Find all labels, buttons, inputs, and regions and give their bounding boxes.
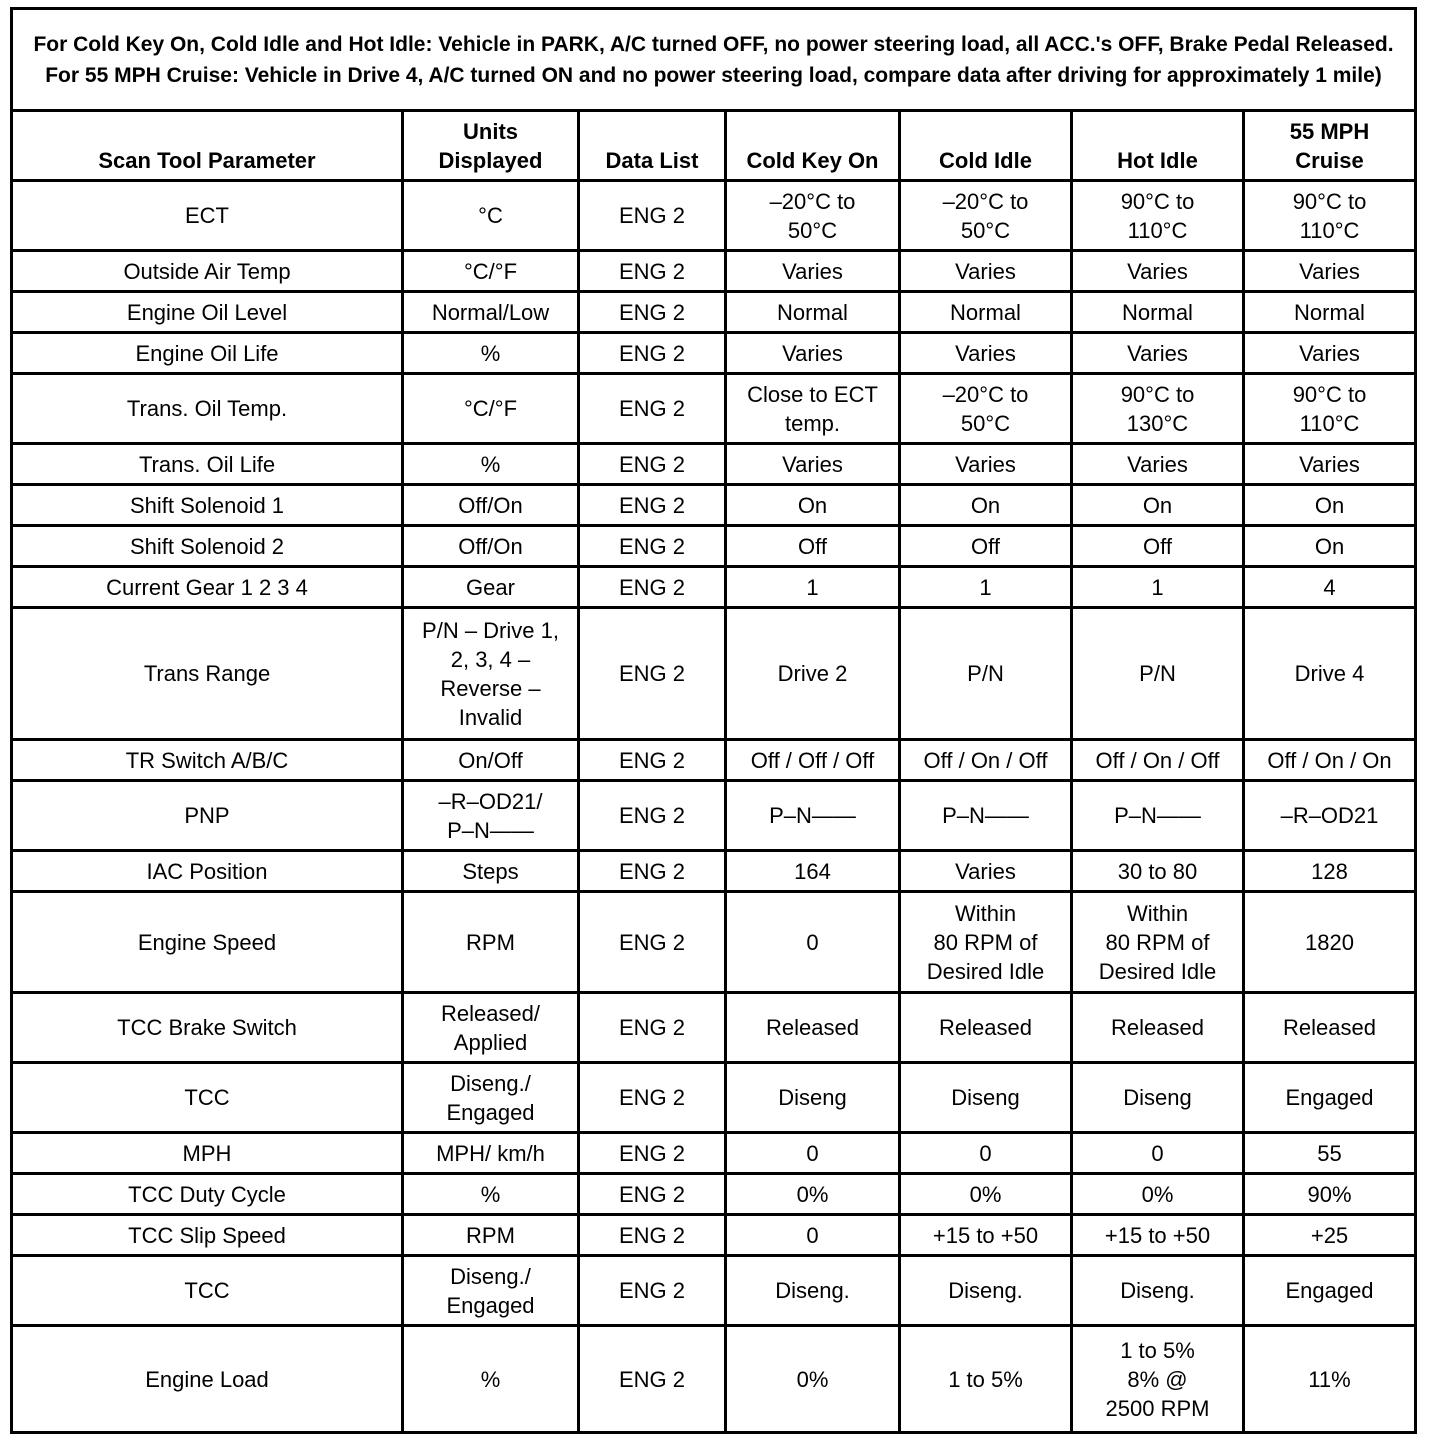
cruise-cell: 55 <box>1244 1133 1416 1174</box>
data-list-cell: ENG 2 <box>579 1256 726 1326</box>
hot-idle-cell: Diseng <box>1072 1063 1244 1133</box>
units-cell: % <box>403 333 579 374</box>
data-list-cell: ENG 2 <box>579 333 726 374</box>
cold-idle-cell: 1 <box>900 567 1072 608</box>
data-list-cell: ENG 2 <box>579 608 726 740</box>
cold-key-on-cell: Diseng <box>726 1063 900 1133</box>
parameter-cell: Outside Air Temp <box>12 251 403 292</box>
header-row <box>12 111 1416 181</box>
parameter-cell: Engine Speed <box>12 892 403 993</box>
hot-idle-cell: 90°C to 130°C <box>1072 374 1244 444</box>
cruise-cell: Engaged <box>1244 1063 1416 1133</box>
cruise-cell: +25 <box>1244 1215 1416 1256</box>
units-cell: Off/On <box>403 485 579 526</box>
hot-idle-cell: Varies <box>1072 444 1244 485</box>
parameter-cell: Trans. Oil Temp. <box>12 374 403 444</box>
hot-idle-cell: P/N <box>1072 608 1244 740</box>
cold-key-on-cell: Normal <box>726 292 900 333</box>
units-cell: Normal/Low <box>403 292 579 333</box>
cruise-cell: On <box>1244 485 1416 526</box>
units-cell: °C/°F <box>403 374 579 444</box>
header-hot-idle: Hot Idle <box>1072 111 1244 181</box>
parameter-cell: ECT <box>12 181 403 251</box>
units-cell: Released/ Applied <box>403 993 579 1063</box>
data-list-cell: ENG 2 <box>579 781 726 851</box>
parameter-cell: Trans Range <box>12 608 403 740</box>
cold-idle-cell: Diseng. <box>900 1256 1072 1326</box>
parameter-cell: MPH <box>12 1133 403 1174</box>
cruise-cell: Varies <box>1244 251 1416 292</box>
cold-key-on-cell: Off <box>726 526 900 567</box>
notes-row <box>12 9 1416 111</box>
units-cell: On/Off <box>403 740 579 781</box>
data-list-cell: ENG 2 <box>579 181 726 251</box>
hot-idle-cell: Off <box>1072 526 1244 567</box>
cold-key-on-cell: 0 <box>726 892 900 993</box>
table-row <box>12 485 1416 526</box>
cold-idle-cell: Off <box>900 526 1072 567</box>
cold-idle-cell: On <box>900 485 1072 526</box>
hot-idle-cell: 0% <box>1072 1174 1244 1215</box>
table-row <box>12 181 1416 251</box>
hot-idle-cell: 0 <box>1072 1133 1244 1174</box>
cold-idle-cell: 0 <box>900 1133 1072 1174</box>
cruise-cell: Released <box>1244 993 1416 1063</box>
parameter-cell: Engine Oil Level <box>12 292 403 333</box>
test-conditions-note: For Cold Key On, Cold Idle and Hot Idle: Vehicle in PARK, A/C turned OFF, no power steering load, all ACC.'s OFF, Brake Pedal Released. For 55 MPH Cruise: Vehicle in Drive 4, A/C turned ON and no power steering load, compare data after driving for approximately 1 mile) <box>12 9 1416 111</box>
data-list-cell: ENG 2 <box>579 1326 726 1433</box>
cold-idle-cell: Varies <box>900 333 1072 374</box>
cold-key-on-cell: 164 <box>726 851 900 892</box>
table-row <box>12 1256 1416 1326</box>
hot-idle-cell: P–N—— <box>1072 781 1244 851</box>
cold-idle-cell: P/N <box>900 608 1072 740</box>
data-list-cell: ENG 2 <box>579 851 726 892</box>
parameter-cell: IAC Position <box>12 851 403 892</box>
cold-idle-cell: Diseng <box>900 1063 1072 1133</box>
table-row <box>12 851 1416 892</box>
units-cell: % <box>403 1174 579 1215</box>
cruise-cell: 4 <box>1244 567 1416 608</box>
cold-key-on-cell: 1 <box>726 567 900 608</box>
scan-tool-data-table <box>10 7 1417 1434</box>
table-row <box>12 526 1416 567</box>
hot-idle-cell: 1 <box>1072 567 1244 608</box>
data-list-cell: ENG 2 <box>579 526 726 567</box>
data-list-cell: ENG 2 <box>579 374 726 444</box>
cold-idle-cell: 1 to 5% <box>900 1326 1072 1433</box>
parameter-cell: Trans. Oil Life <box>12 444 403 485</box>
cruise-cell: 11% <box>1244 1326 1416 1433</box>
table-row <box>12 333 1416 374</box>
cruise-cell: Varies <box>1244 333 1416 374</box>
cruise-cell: 90°C to 110°C <box>1244 374 1416 444</box>
cold-idle-cell: Released <box>900 993 1072 1063</box>
table-row <box>12 567 1416 608</box>
cruise-cell: 90% <box>1244 1174 1416 1215</box>
table-row <box>12 1215 1416 1256</box>
parameter-cell: Engine Oil Life <box>12 333 403 374</box>
data-list-cell: ENG 2 <box>579 993 726 1063</box>
parameter-cell: PNP <box>12 781 403 851</box>
parameter-cell: TCC <box>12 1063 403 1133</box>
table-row <box>12 1133 1416 1174</box>
units-cell: % <box>403 1326 579 1433</box>
cold-key-on-cell: 0% <box>726 1174 900 1215</box>
cold-idle-cell: +15 to +50 <box>900 1215 1072 1256</box>
data-list-cell: ENG 2 <box>579 444 726 485</box>
data-list-cell: ENG 2 <box>579 1215 726 1256</box>
cold-key-on-cell: 0% <box>726 1326 900 1433</box>
units-cell: Off/On <box>403 526 579 567</box>
parameter-cell: TCC Duty Cycle <box>12 1174 403 1215</box>
table-row <box>12 292 1416 333</box>
cold-idle-cell: Varies <box>900 251 1072 292</box>
header-cold-idle: Cold Idle <box>900 111 1072 181</box>
cold-idle-cell: Varies <box>900 444 1072 485</box>
hot-idle-cell: Within 80 RPM of Desired Idle <box>1072 892 1244 993</box>
cold-key-on-cell: On <box>726 485 900 526</box>
cold-idle-cell: Within 80 RPM of Desired Idle <box>900 892 1072 993</box>
table-row <box>12 608 1416 740</box>
data-list-cell: ENG 2 <box>579 892 726 993</box>
cruise-cell: 128 <box>1244 851 1416 892</box>
cold-key-on-cell: P–N—— <box>726 781 900 851</box>
table-row <box>12 444 1416 485</box>
cold-idle-cell: Varies <box>900 851 1072 892</box>
cruise-cell: Drive 4 <box>1244 608 1416 740</box>
units-cell: P/N – Drive 1, 2, 3, 4 – Reverse – Invalid <box>403 608 579 740</box>
table-row <box>12 1063 1416 1133</box>
units-cell: MPH/ km/h <box>403 1133 579 1174</box>
hot-idle-cell: Off / On / Off <box>1072 740 1244 781</box>
parameter-cell: Shift Solenoid 1 <box>12 485 403 526</box>
cold-idle-cell: P–N—— <box>900 781 1072 851</box>
hot-idle-cell: 30 to 80 <box>1072 851 1244 892</box>
table-row <box>12 740 1416 781</box>
cold-key-on-cell: Drive 2 <box>726 608 900 740</box>
cold-key-on-cell: Released <box>726 993 900 1063</box>
cruise-cell: On <box>1244 526 1416 567</box>
header-55-mph-cruise: 55 MPH Cruise <box>1244 111 1416 181</box>
parameter-cell: Current Gear 1 2 3 4 <box>12 567 403 608</box>
cruise-cell: 1820 <box>1244 892 1416 993</box>
table-row <box>12 1326 1416 1433</box>
data-list-cell: ENG 2 <box>579 740 726 781</box>
cold-key-on-cell: Varies <box>726 333 900 374</box>
units-cell: RPM <box>403 1215 579 1256</box>
cruise-cell: 90°C to 110°C <box>1244 181 1416 251</box>
table-row <box>12 993 1416 1063</box>
units-cell: % <box>403 444 579 485</box>
hot-idle-cell: 1 to 5% 8% @ 2500 RPM <box>1072 1326 1244 1433</box>
parameter-cell: TCC <box>12 1256 403 1326</box>
cold-key-on-cell: Varies <box>726 251 900 292</box>
cruise-cell: Engaged <box>1244 1256 1416 1326</box>
cold-key-on-cell: Varies <box>726 444 900 485</box>
data-list-cell: ENG 2 <box>579 567 726 608</box>
cold-key-on-cell: Close to ECT temp. <box>726 374 900 444</box>
data-list-cell: ENG 2 <box>579 1063 726 1133</box>
units-cell: Gear <box>403 567 579 608</box>
data-list-cell: ENG 2 <box>579 292 726 333</box>
hot-idle-cell: 90°C to 110°C <box>1072 181 1244 251</box>
cold-idle-cell: –20°C to 50°C <box>900 181 1072 251</box>
header-scan-tool-parameter: Scan Tool Parameter <box>12 111 403 181</box>
cold-idle-cell: 0% <box>900 1174 1072 1215</box>
cruise-cell: Varies <box>1244 444 1416 485</box>
cold-key-on-cell: 0 <box>726 1215 900 1256</box>
hot-idle-cell: Released <box>1072 993 1244 1063</box>
table-row <box>12 892 1416 993</box>
header-data-list: Data List <box>579 111 726 181</box>
units-cell: Diseng./ Engaged <box>403 1063 579 1133</box>
cruise-cell: –R–OD21 <box>1244 781 1416 851</box>
parameter-cell: TCC Brake Switch <box>12 993 403 1063</box>
units-cell: Diseng./ Engaged <box>403 1256 579 1326</box>
parameter-cell: Engine Load <box>12 1326 403 1433</box>
cold-idle-cell: Off / On / Off <box>900 740 1072 781</box>
cold-idle-cell: –20°C to 50°C <box>900 374 1072 444</box>
table-row <box>12 374 1416 444</box>
hot-idle-cell: Diseng. <box>1072 1256 1244 1326</box>
hot-idle-cell: +15 to +50 <box>1072 1215 1244 1256</box>
units-cell: Steps <box>403 851 579 892</box>
cold-key-on-cell: Off / Off / Off <box>726 740 900 781</box>
parameter-cell: Shift Solenoid 2 <box>12 526 403 567</box>
data-list-cell: ENG 2 <box>579 251 726 292</box>
units-cell: –R–OD21/ P–N—— <box>403 781 579 851</box>
units-cell: RPM <box>403 892 579 993</box>
cruise-cell: Normal <box>1244 292 1416 333</box>
table-row <box>12 251 1416 292</box>
parameter-cell: TR Switch A/B/C <box>12 740 403 781</box>
units-cell: °C <box>403 181 579 251</box>
cruise-cell: Off / On / On <box>1244 740 1416 781</box>
units-cell: °C/°F <box>403 251 579 292</box>
parameter-cell: TCC Slip Speed <box>12 1215 403 1256</box>
data-list-cell: ENG 2 <box>579 485 726 526</box>
cold-key-on-cell: –20°C to 50°C <box>726 181 900 251</box>
cold-key-on-cell: 0 <box>726 1133 900 1174</box>
table-row <box>12 1174 1416 1215</box>
hot-idle-cell: Varies <box>1072 251 1244 292</box>
hot-idle-cell: Normal <box>1072 292 1244 333</box>
cold-key-on-cell: Diseng. <box>726 1256 900 1326</box>
table-row <box>12 781 1416 851</box>
cold-idle-cell: Normal <box>900 292 1072 333</box>
data-list-cell: ENG 2 <box>579 1133 726 1174</box>
data-list-cell: ENG 2 <box>579 1174 726 1215</box>
hot-idle-cell: Varies <box>1072 333 1244 374</box>
header-cold-key-on: Cold Key On <box>726 111 900 181</box>
header-units-displayed: Units Displayed <box>403 111 579 181</box>
hot-idle-cell: On <box>1072 485 1244 526</box>
